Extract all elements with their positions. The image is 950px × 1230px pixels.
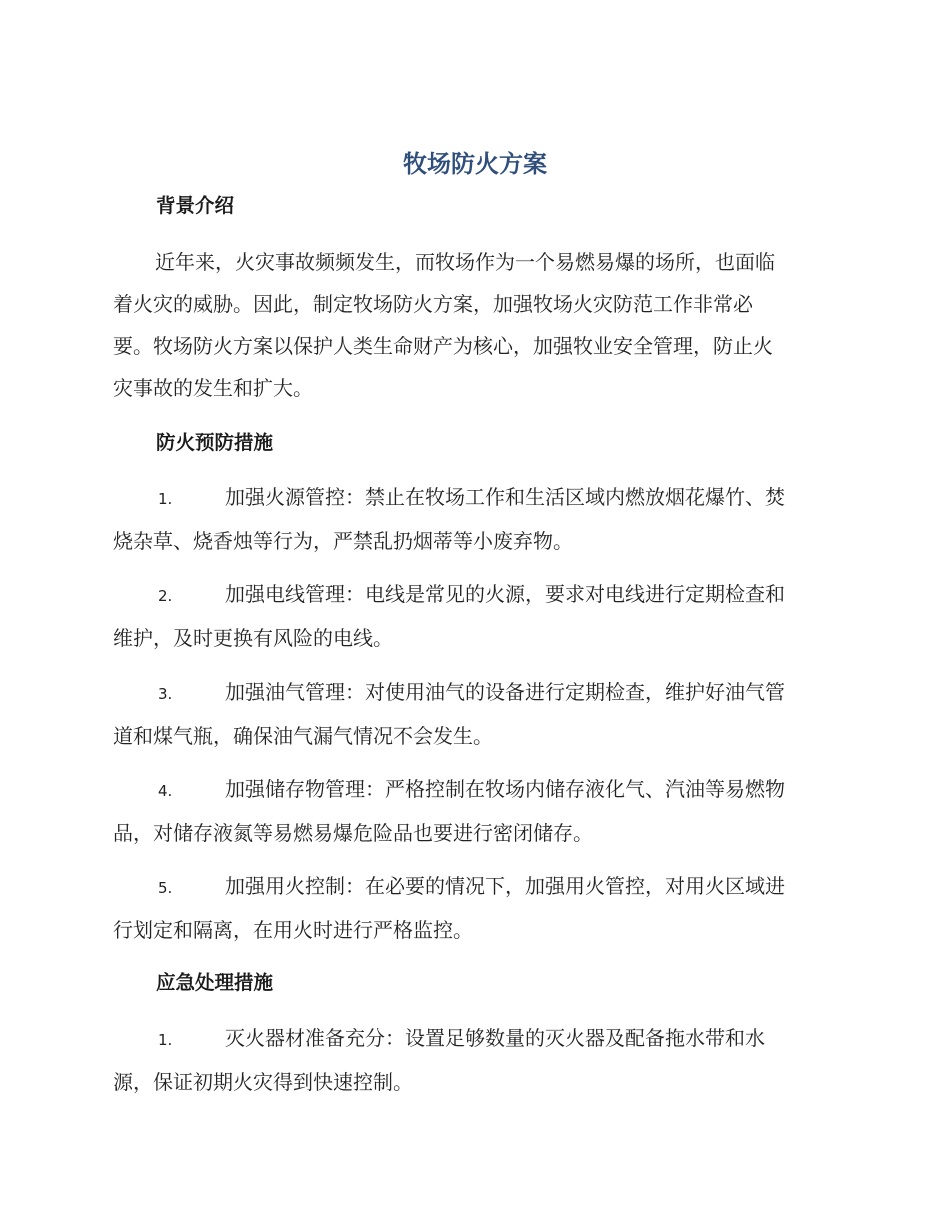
list-item-number: 1. [158,1031,173,1049]
background-paragraph [113,241,833,409]
list-item-number: 4. [158,782,173,800]
list-item-text: 道和煤气瓶，确保油气漏气情况不会发生。 [113,724,493,748]
list-item-text: 灭火器材准备充分：设置足够数量的灭火器及配备拖水带和水 [225,1026,765,1050]
list-item-number: 2. [158,587,173,605]
list-item-text: 加强电线管理：电线是常见的火源，要求对电线进行定期检查和 [225,582,785,606]
list-item-text: 加强火源管控：禁止在牧场工作和生活区域内燃放烟花爆竹、焚 [225,485,785,509]
list-item [113,768,833,854]
section-heading-prevention: 防火预防措施 [156,431,274,454]
section-heading-emergency: 应急处理措施 [156,971,274,994]
list-item-number: 5. [158,879,173,897]
paragraph-line: 灾事故的发生和扩大。 [113,376,313,400]
paragraph-line: 要。牧场防火方案以保护人类生命财产为核心，加强牧业安全管理，防止火 [113,334,773,358]
list-item-text: 烧杂草、烧香烛等行为，严禁乱扔烟蒂等小废弃物。 [113,529,573,553]
list-item [113,671,833,757]
list-item-text: 维护，及时更换有风险的电线。 [113,626,393,650]
list-item [113,476,833,562]
list-item [113,865,833,951]
list-item [113,1017,833,1103]
section-heading-background: 背景介绍 [156,194,235,217]
list-item-number: 1. [158,490,173,508]
list-item [113,573,833,659]
document-title: 牧场防火方案 [403,150,547,178]
list-item-text: 加强油气管理：对使用油气的设备进行定期检查，维护好油气管 [225,680,785,704]
list-item-text: 源，保证初期火灾得到快速控制。 [113,1070,413,1094]
list-item-text: 品，对储存液氮等易燃易爆危险品也要进行密闭储存。 [113,821,593,845]
list-item-text: 加强用火控制：在必要的情况下，加强用火管控，对用火区域进 [225,874,785,898]
list-item-text: 行划定和隔离，在用火时进行严格监控。 [113,918,473,942]
paragraph-line: 着火灾的威胁。因此，制定牧场防火方案，加强牧场火灾防范工作非常必 [113,292,753,316]
list-item-text: 加强储存物管理：严格控制在牧场内储存液化气、汽油等易燃物 [225,777,785,801]
paragraph-line: 近年来，火灾事故频频发生，而牧场作为一个易燃易爆的场所，也面临 [155,250,775,274]
list-item-number: 3. [158,685,173,703]
